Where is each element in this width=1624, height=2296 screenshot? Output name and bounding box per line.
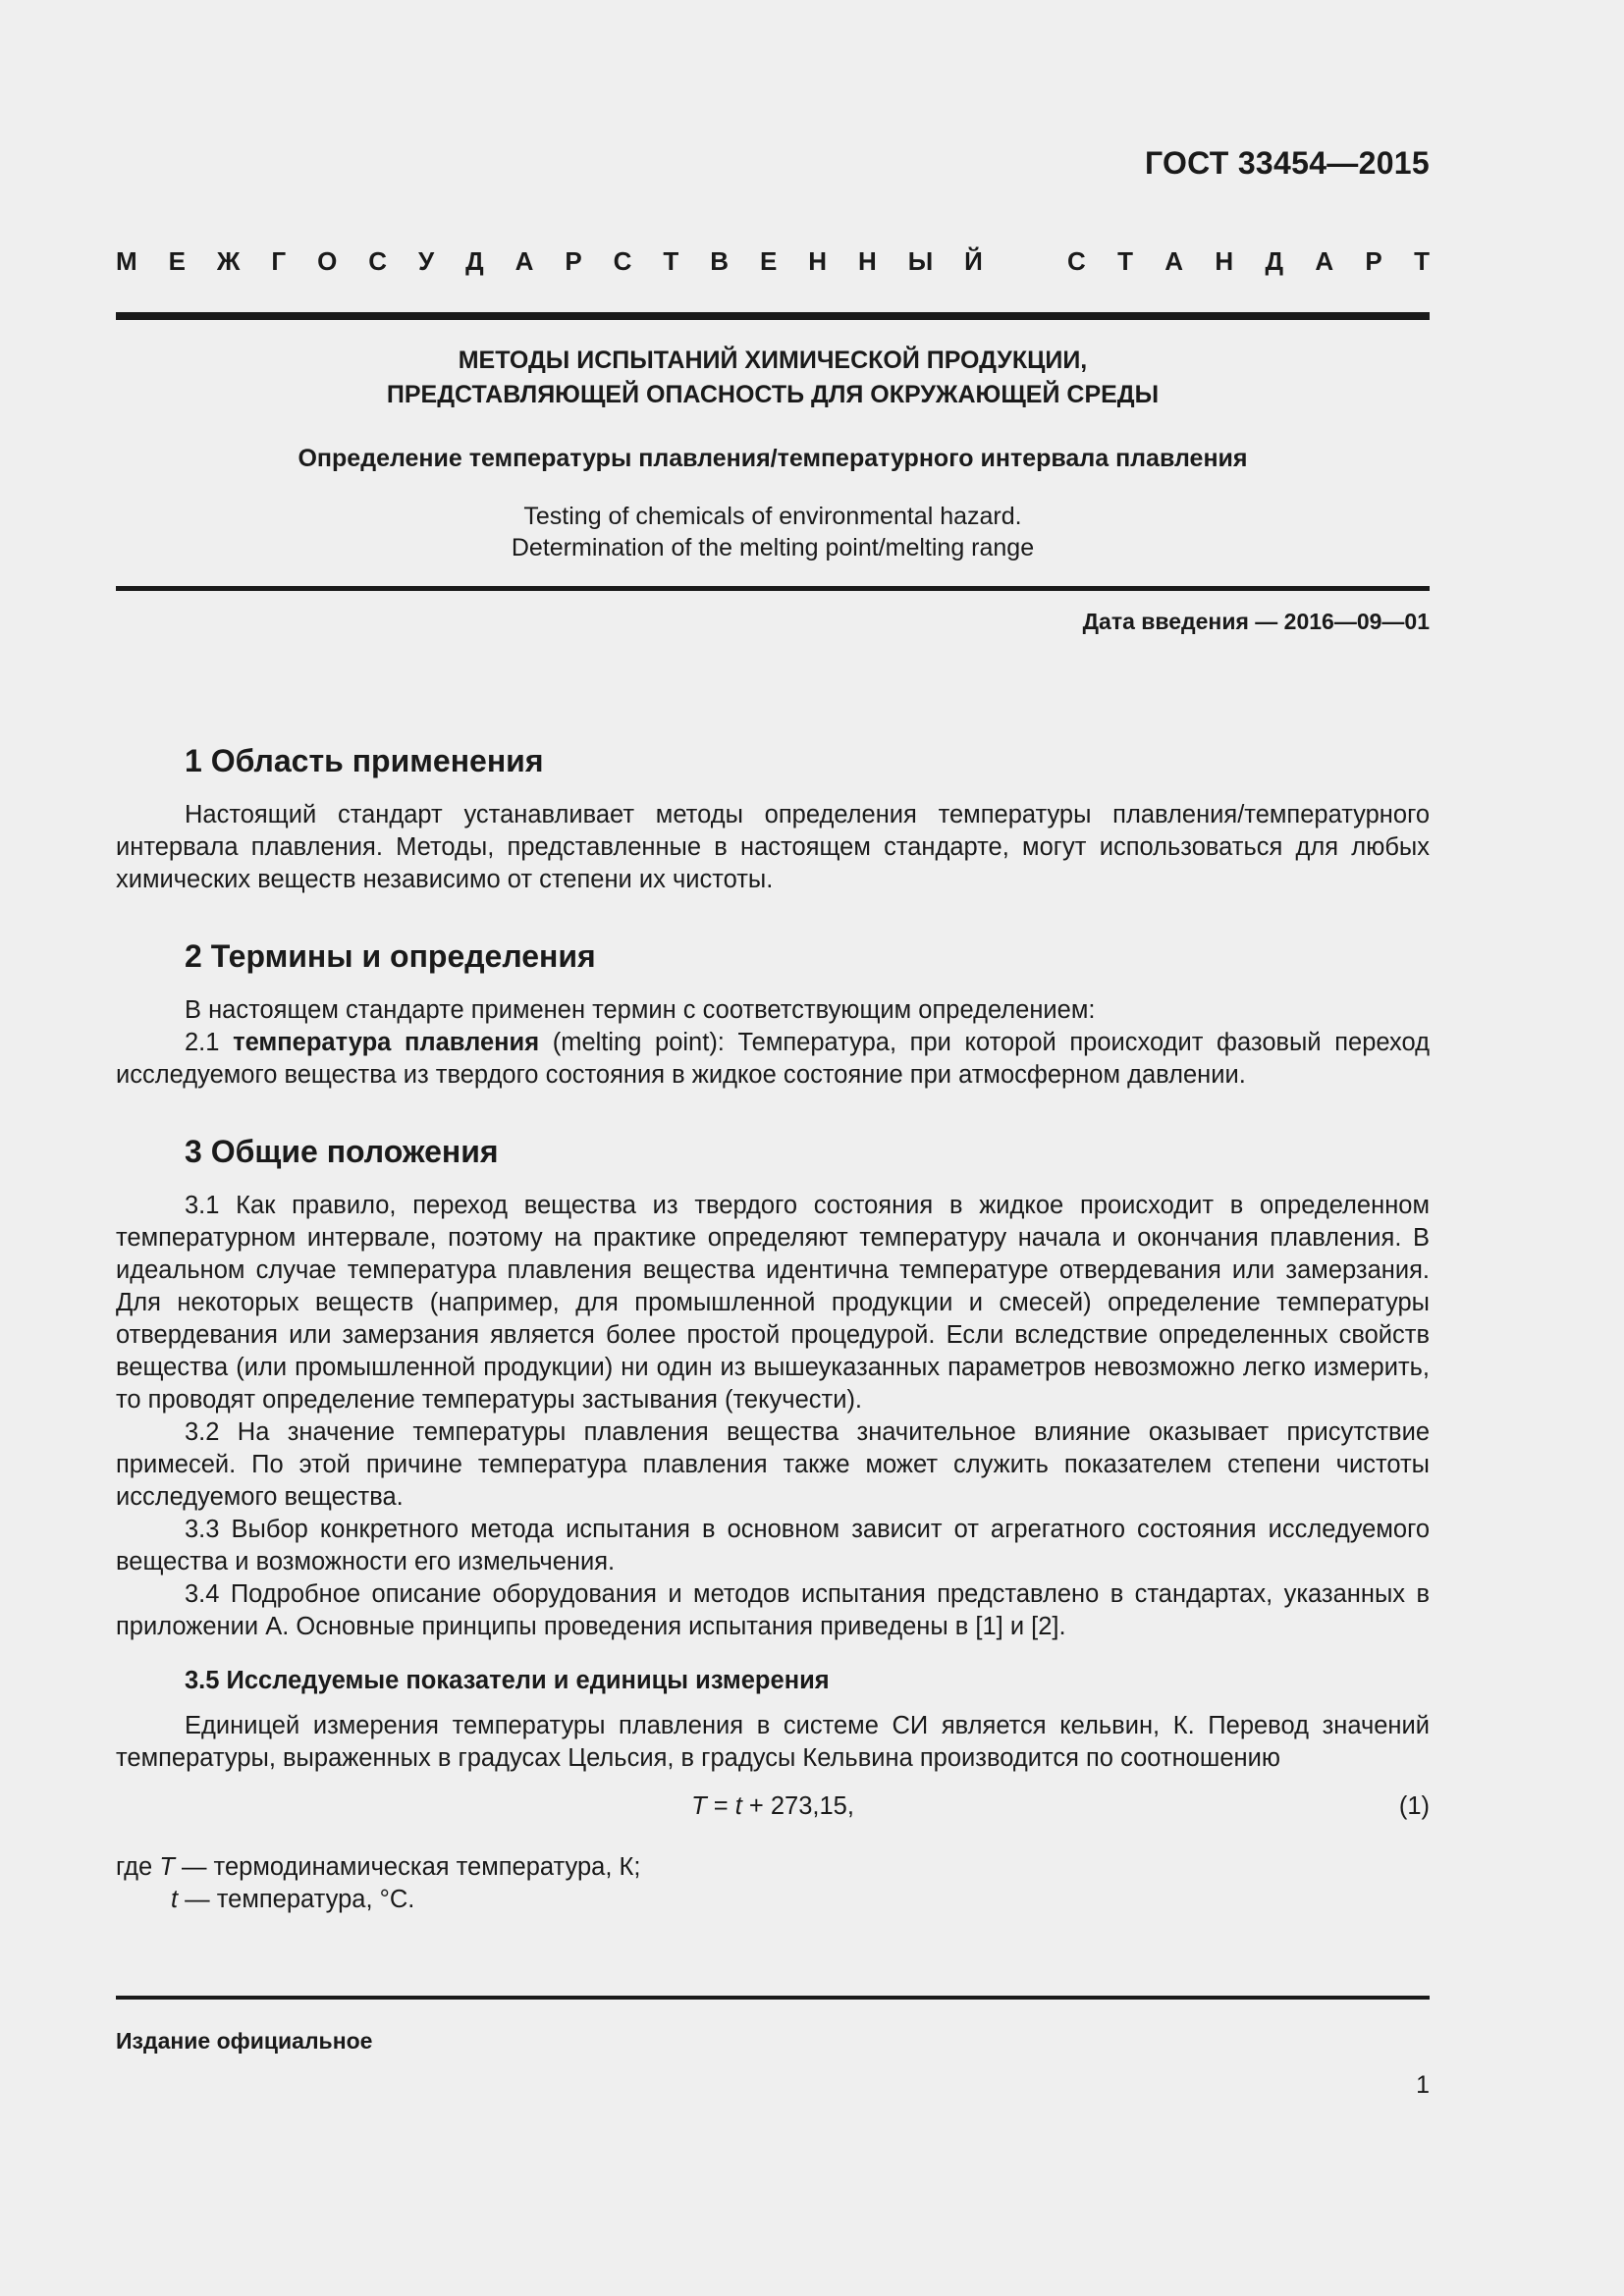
formula-number: (1)	[1398, 1792, 1430, 1820]
where-line-t: t — температура, °С.	[171, 1886, 415, 1913]
section-2	[116, 932, 1430, 1092]
standard-type-letter: Р	[565, 246, 582, 276]
english-title	[116, 501, 1430, 563]
introduction-date: Дата введения — 2016—09—01	[1082, 609, 1430, 634]
standard-type-letter: О	[317, 246, 338, 276]
formula-1	[116, 1790, 1430, 1830]
standard-type-letter: Ы	[907, 246, 934, 276]
formula-expression: T = t + 273,15,	[691, 1792, 854, 1820]
standard-type-word-interstate	[116, 246, 983, 277]
title-rule	[116, 586, 1430, 591]
section-1	[116, 736, 1430, 896]
standard-type-word-standard	[1067, 246, 1430, 277]
standard-type-heading	[116, 246, 1430, 277]
standard-type-letter: С	[1067, 246, 1086, 276]
standard-type-letter: Е	[168, 246, 186, 276]
section-3-5-heading: 3.5 Исследуемые показатели и единицы измерения	[185, 1667, 830, 1694]
standard-type-letter: У	[418, 246, 435, 276]
standard-type-letter: Й	[964, 246, 983, 276]
document-body	[116, 736, 1430, 1916]
term-definition: (melting point): Температура, при которой происходит фазовый переход исследуемого вещества из твердого состояния в жидкое состояние при атмосферном давлении.	[116, 1029, 1430, 1089]
standard-type-letter: Р	[1365, 246, 1382, 276]
standard-type-letter: В	[710, 246, 730, 276]
standard-type-letter: Т	[1414, 246, 1430, 276]
section-2-paragraph-1: В настоящем стандарте применен термин с соответствующим определением:	[185, 996, 1096, 1024]
section-3-paragraph-3: 3.3 Выбор конкретного метода испытания в основном зависит от агрегатного состояния исследуемого вещества и возможности его измельчения.	[116, 1516, 1430, 1575]
standard-type-letter: С	[368, 246, 388, 276]
document-title	[116, 344, 1430, 412]
standard-type-letter: Т	[1117, 246, 1133, 276]
section-3-paragraph-4: 3.4 Подробное описание оборудования и методов испытания представлено в стандартах, указанных в приложении А. Основные принципы проведения испытания приведены в [1] и [2].	[116, 1580, 1430, 1640]
standard-type-letter: Т	[663, 246, 679, 276]
english-title-line-1: Testing of chemicals of environmental hazard.	[523, 503, 1022, 530]
standard-type-letter: Н	[858, 246, 877, 276]
standard-type-letter: А	[514, 246, 534, 276]
english-title-line-2: Determination of the melting point/melting range	[511, 534, 1035, 561]
document-subtitle: Определение температуры плавления/температурного интервала плавления	[298, 445, 1248, 472]
standard-type-letter: Н	[1215, 246, 1234, 276]
term-name: температура плавления	[233, 1029, 540, 1056]
standard-type-letter: Н	[808, 246, 828, 276]
term-number: 2.1	[185, 1029, 234, 1056]
header-rule	[116, 312, 1430, 320]
title-line-1: МЕТОДЫ ИСПЫТАНИЙ ХИМИЧЕСКОЙ ПРОДУКЦИИ,	[458, 347, 1088, 374]
standard-type-letter: Д	[1265, 246, 1284, 276]
section-3-paragraph-1: 3.1 Как правило, переход вещества из твердого состояния в жидкое происходит в определенном температурном интервале, поэтому на практике определяют температуру начала и окончания плавления. В идеальном случае температура плавления вещества идентична температуре отвердевания или замерзания. Для некоторых веществ (например, для промышленной продукции и смесей) определение температуры отвердевания или замерзания является более простой процедурой. Если вследствие определенных свойств вещества (или промышленной продукции) ни один из вышеуказанных параметров невозможно легко измерить, то проводят определение температуры застывания (текучести).	[116, 1192, 1430, 1414]
where-line-T: где T — термодинамическая температура, К;	[116, 1853, 641, 1881]
section-1-paragraph: Настоящий стандарт устанавливает методы определения температуры плавления/температурного интервала плавления. Методы, представленные в настоящем стандарте, могут использоваться для любых химических веществ независимо от степени их чистоты.	[116, 801, 1430, 893]
standard-type-letter: А	[1315, 246, 1334, 276]
standard-type-letter: С	[613, 246, 632, 276]
section-2-heading: 2 Термины и определения	[185, 938, 596, 974]
standard-type-letter: Е	[759, 246, 778, 276]
standard-type-letter: Г	[271, 246, 287, 276]
section-2-paragraph-2	[116, 1027, 1430, 1092]
title-line-2: ПРЕДСТАВЛЯЮЩЕЙ ОПАСНОСТЬ ДЛЯ ОКРУЖАЮЩЕЙ СРЕДЫ	[386, 381, 1160, 408]
section-3-paragraph-2: 3.2 На значение температуры плавления вещества значительное влияние оказывает присутствие примесей. По этой причине температура плавления также может служить показателем степени чистоты исследуемого вещества.	[116, 1418, 1430, 1511]
standard-type-letter: А	[1164, 246, 1184, 276]
standard-type-letter: М	[116, 246, 137, 276]
standard-type-letter: Ж	[216, 246, 241, 276]
page-number: 1	[1416, 2071, 1430, 2099]
section-3-paragraph-5: Единицей измерения температуры плавления в системе СИ является кельвин, К. Перевод значений температуры, выраженных в градусах Цельсия, в градусы Кельвина производится по соотношению	[116, 1712, 1430, 1772]
section-1-heading: 1 Область применения	[185, 743, 544, 778]
section-3	[116, 1127, 1430, 1916]
official-edition-label: Издание официальное	[116, 2028, 373, 2054]
standard-type-letter: Д	[465, 246, 484, 276]
footer-rule	[116, 1996, 1430, 2000]
section-3-heading: 3 Общие положения	[185, 1134, 499, 1169]
document-number: ГОСТ 33454—2015	[1144, 145, 1430, 181]
